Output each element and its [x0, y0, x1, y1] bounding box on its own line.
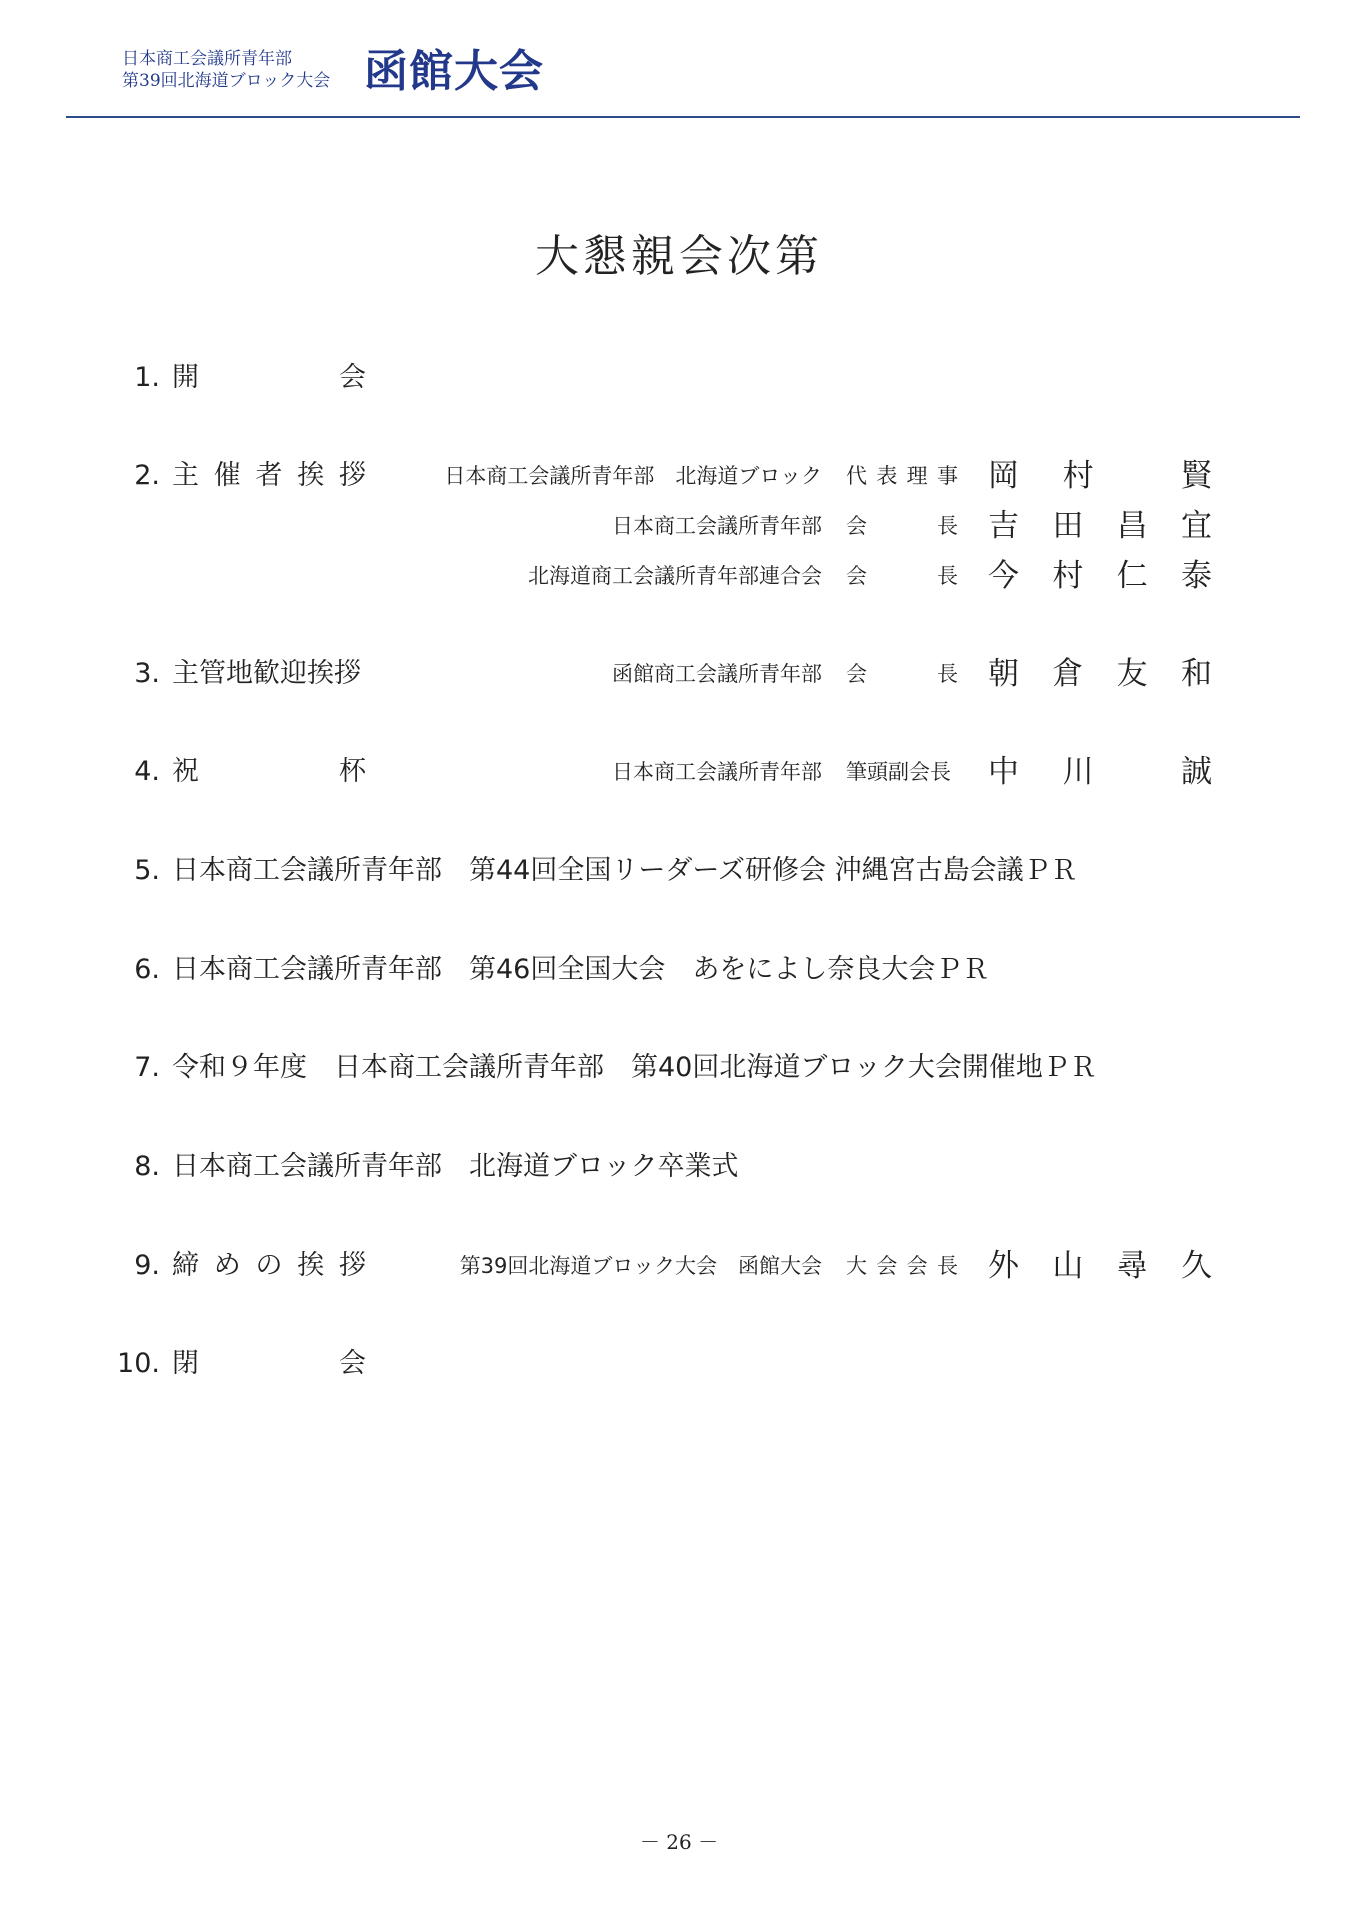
item-text: 日本商工会議所青年部 第46回全国大会 あをによし奈良大会ＰＲ: [172, 954, 990, 985]
speaker-organization: 函館商工会議所青年部: [612, 662, 822, 686]
page-title: 大懇親会次第: [535, 231, 823, 282]
speaker-name: 朝 倉 友 和: [988, 656, 1212, 692]
program-item-4: [0, 752, 1358, 792]
program-item-1: [0, 358, 1358, 398]
speaker-role: 会 長: [846, 514, 958, 538]
speaker-role: 会 長: [846, 564, 958, 588]
speaker-name: 中 川 誠: [988, 754, 1212, 790]
program-item-7: [0, 1048, 1358, 1088]
item-text: 日本商工会議所青年部 北海道ブロック卒業式: [172, 1151, 739, 1182]
header-organization: [122, 48, 330, 92]
item-label: 主 催 者 挨 拶: [172, 460, 366, 491]
speaker-role: 筆頭副会長: [846, 760, 951, 784]
speaker-role: 大 会 会 長: [846, 1254, 958, 1278]
item-text: 日本商工会議所青年部 第44回全国リーダーズ研修会 沖縄宮古島会議ＰＲ: [172, 855, 1078, 886]
item-label: 祝 杯: [172, 756, 366, 787]
speaker-organization: 第39回北海道ブロック大会 函館大会: [459, 1254, 822, 1278]
item-number: 5.: [134, 855, 160, 886]
speaker-role: 会 長: [846, 662, 958, 686]
program-item-2: [0, 456, 1358, 496]
item-number: 8.: [134, 1151, 160, 1182]
program-item-3: [0, 654, 1358, 694]
speaker-organization: 日本商工会議所青年部: [612, 514, 822, 538]
header-event-name: 函館大会: [364, 46, 544, 97]
speaker-organization: 日本商工会議所青年部 北海道ブロック: [444, 464, 822, 488]
speaker-name: 吉 田 昌 宜: [988, 508, 1212, 544]
item-number: 4.: [134, 756, 160, 787]
speaker-name: 外 山 尋 久: [988, 1248, 1212, 1284]
item-number: 6.: [134, 954, 160, 985]
speaker-organization: 北海道商工会議所青年部連合会: [528, 564, 822, 588]
program-item-2-speaker-2: [0, 506, 1358, 546]
speaker-name: 今 村 仁 泰: [988, 558, 1212, 594]
item-label: 主管地歓迎挨拶: [172, 658, 361, 689]
item-number: 7.: [134, 1052, 160, 1083]
program-item-9: [0, 1246, 1358, 1286]
header-line-2: 第39回北海道ブロック大会: [122, 71, 331, 91]
item-text: 令和９年度 日本商工会議所青年部 第40回北海道ブロック大会開催地ＰＲ: [172, 1052, 1097, 1083]
item-label: 締 め の 挨 拶: [172, 1250, 366, 1281]
program-item-6: [0, 950, 1358, 990]
page-number: － 26 －: [639, 1830, 719, 1854]
item-label: 閉 会: [172, 1348, 366, 1379]
item-label: 開 会: [172, 362, 366, 393]
program-item-8: [0, 1147, 1358, 1187]
program-item-5: [0, 851, 1358, 891]
header-line-1: 日本商工会議所青年部: [122, 49, 292, 69]
item-number: 3.: [134, 658, 160, 689]
program-item-10: [0, 1344, 1358, 1384]
program-item-2-speaker-3: [0, 556, 1358, 596]
speaker-organization: 日本商工会議所青年部: [612, 760, 822, 784]
item-number: 9.: [134, 1250, 160, 1281]
speaker-role: 代 表 理 事: [846, 464, 958, 488]
item-number: 1.: [134, 362, 160, 393]
item-number: 10.: [117, 1348, 160, 1379]
page-header: [66, 40, 1300, 118]
speaker-name: 岡 村 賢: [988, 458, 1212, 494]
item-number: 2.: [134, 460, 160, 491]
